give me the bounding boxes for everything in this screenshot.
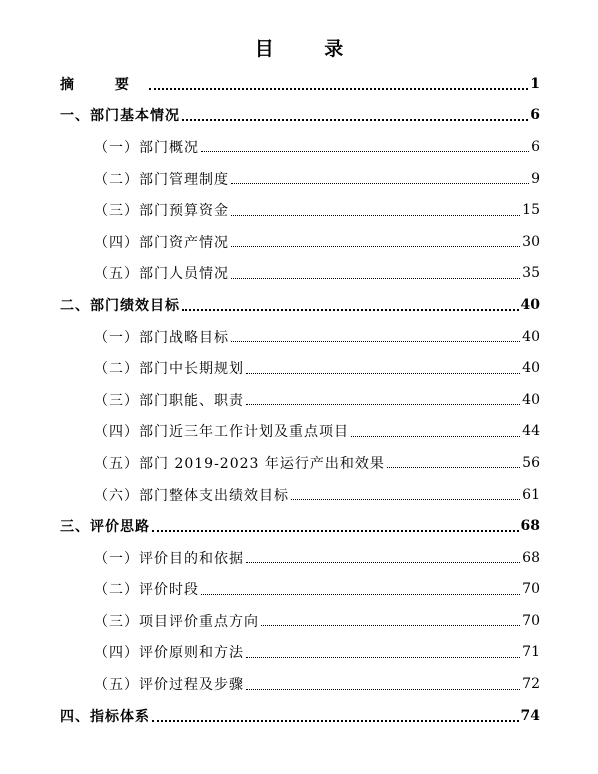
toc-entry-label: （二）部门管理制度: [94, 171, 229, 188]
toc-entry-label: （四）评价原则和方法: [94, 645, 244, 662]
toc-entry[interactable]: [0, 479, 598, 511]
dot-leader: [351, 436, 520, 437]
toc-entry[interactable]: [0, 226, 598, 258]
toc-entry[interactable]: [0, 194, 598, 226]
dot-leader: [201, 594, 520, 595]
dot-leader: [246, 657, 520, 658]
toc-entry-label: （一）部门概况: [94, 139, 199, 156]
toc-entry[interactable]: [0, 289, 598, 321]
toc-entry-page-number: 40: [522, 391, 540, 408]
toc-entry-label: （五）部门 2019-2023 年运行产出和效果: [94, 455, 385, 472]
toc-entry-page-number: 9: [531, 170, 540, 187]
toc-entry-label: 摘 要: [60, 76, 147, 93]
toc-entry-page-number: 74: [520, 707, 540, 724]
dot-leader: [149, 88, 528, 90]
toc-entry[interactable]: [0, 384, 598, 416]
toc-entry-page-number: 56: [522, 454, 540, 471]
toc-entry-page-number: 68: [522, 549, 540, 566]
toc-entry-page-number: 1: [530, 75, 540, 92]
toc-entry[interactable]: [0, 100, 598, 132]
toc-entry[interactable]: [0, 447, 598, 479]
toc-entry[interactable]: [0, 68, 598, 100]
toc-entry[interactable]: [0, 163, 598, 195]
toc-entry-page-number: 72: [522, 676, 540, 693]
toc-entry-label: （四）部门资产情况: [94, 234, 229, 251]
toc-list: [0, 68, 598, 731]
toc-entry-label: （五）部门人员情况: [94, 266, 229, 283]
toc-entry-page-number: 30: [522, 233, 540, 250]
toc-entry-label: （三）部门预算资金: [94, 203, 229, 220]
toc-entry-label: （二）评价时段: [94, 582, 199, 599]
toc-entry-label: 二、部门绩效目标: [60, 297, 180, 314]
toc-entry-page-number: 68: [520, 518, 540, 535]
toc-entry-page-number: 61: [522, 486, 540, 503]
toc-entry-label: （四）部门近三年工作计划及重点项目: [94, 424, 349, 441]
toc-entry[interactable]: [0, 510, 598, 542]
toc-entry[interactable]: [0, 258, 598, 290]
toc-entry-page-number: 40: [520, 296, 540, 313]
toc-entry[interactable]: [0, 637, 598, 669]
toc-entry-page-number: 15: [522, 202, 540, 219]
toc-entry[interactable]: [0, 605, 598, 637]
dot-leader: [201, 151, 529, 152]
dot-leader: [261, 625, 520, 626]
toc-entry-page-number: 40: [522, 328, 540, 345]
dot-leader: [231, 341, 520, 342]
toc-entry-page-number: 70: [522, 612, 540, 629]
toc-entry[interactable]: [0, 416, 598, 448]
toc-entry-page-number: 6: [531, 138, 540, 155]
toc-entry[interactable]: [0, 668, 598, 700]
toc-entry-label: 三、评价思路: [60, 519, 150, 536]
toc-entry-page-number: 6: [530, 107, 540, 124]
toc-entry-label: 一、部门基本情况: [60, 108, 180, 125]
toc-entry-label: （三）项目评价重点方向: [94, 613, 259, 630]
dot-leader: [231, 183, 529, 184]
dot-leader: [246, 373, 520, 374]
dot-leader: [246, 689, 520, 690]
toc-entry-label: （一）评价目的和依据: [94, 550, 244, 567]
dot-leader: [291, 499, 520, 500]
toc-entry[interactable]: [0, 352, 598, 384]
dot-leader: [182, 119, 528, 121]
toc-entry-page-number: 70: [522, 581, 540, 598]
toc-entry-page-number: 44: [522, 423, 540, 440]
dot-leader: [231, 215, 520, 216]
toc-entry-page-number: 35: [522, 265, 540, 282]
dot-leader: [387, 467, 520, 468]
dot-leader: [182, 309, 519, 311]
dot-leader: [152, 720, 519, 722]
toc-entry[interactable]: [0, 574, 598, 606]
toc-entry[interactable]: [0, 321, 598, 353]
dot-leader: [231, 278, 520, 279]
dot-leader: [246, 562, 520, 563]
toc-entry-label: （二）部门中长期规划: [94, 361, 244, 378]
toc-entry-label: （一）部门战略目标: [94, 329, 229, 346]
toc-entry[interactable]: [0, 131, 598, 163]
toc-entry-page-number: 71: [522, 644, 540, 661]
dot-leader: [246, 404, 520, 405]
toc-entry[interactable]: [0, 700, 598, 732]
toc-entry-page-number: 40: [522, 360, 540, 377]
toc-entry-label: 四、指标体系: [60, 708, 150, 725]
toc-entry-label: （三）部门职能、职责: [94, 392, 244, 409]
dot-leader: [152, 530, 519, 532]
toc-title: 目 录: [254, 38, 366, 60]
toc-entry-label: （五）评价过程及步骤: [94, 677, 244, 694]
toc-entry[interactable]: [0, 542, 598, 574]
toc-entry-label: （六）部门整体支出绩效目标: [94, 487, 289, 504]
dot-leader: [231, 246, 520, 247]
